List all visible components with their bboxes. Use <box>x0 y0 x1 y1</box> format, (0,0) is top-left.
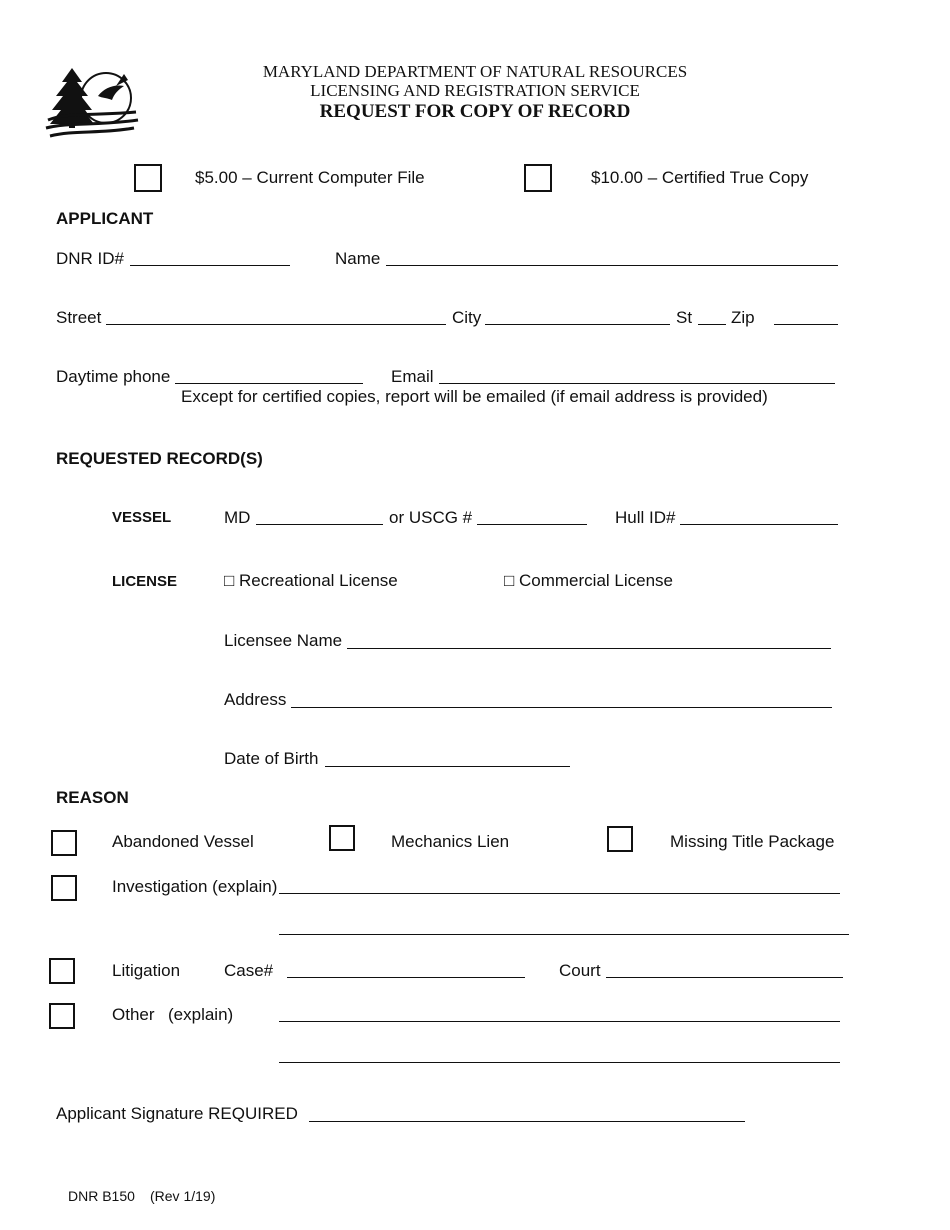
other-explain-label: (explain) <box>168 1005 234 1024</box>
email-label: Email <box>391 367 434 386</box>
mechanics-lien-checkbox[interactable] <box>329 825 355 851</box>
dnr-id-field[interactable] <box>130 265 290 266</box>
investigation-explain-field[interactable] <box>279 893 840 894</box>
hull-id-label: Hull ID# <box>615 508 676 527</box>
missing-title-checkbox[interactable] <box>607 826 633 852</box>
uscg-number-label: or USCG # <box>389 508 473 527</box>
applicant-heading: APPLICANT <box>56 209 154 228</box>
street-field[interactable] <box>106 324 446 325</box>
licensee-name-label: Licensee Name <box>224 631 343 650</box>
license-label: LICENSE <box>112 573 178 590</box>
commercial-license-option[interactable]: □ Commercial License <box>504 571 673 590</box>
investigation-label: Investigation (explain) <box>112 877 278 896</box>
name-label: Name <box>335 249 381 268</box>
requested-records-heading: REQUESTED RECORD(S) <box>56 449 263 468</box>
litigation-checkbox[interactable] <box>49 958 75 984</box>
phone-label: Daytime phone <box>56 367 171 386</box>
investigation-checkbox[interactable] <box>51 875 77 901</box>
case-number-field[interactable] <box>287 977 525 978</box>
zip-field[interactable] <box>774 324 838 325</box>
fee-certified-copy-checkbox[interactable] <box>524 164 552 192</box>
email-field[interactable] <box>439 383 835 384</box>
zip-label: Zip <box>731 308 755 327</box>
court-field[interactable] <box>606 977 843 978</box>
city-field[interactable] <box>485 324 670 325</box>
mechanics-lien-label: Mechanics Lien <box>391 832 510 851</box>
address-label: Address <box>224 690 287 709</box>
recreational-license-option[interactable]: □ Recreational License <box>224 571 398 590</box>
md-number-label: MD <box>224 508 251 527</box>
email-note: Except for certified copies, report will be emailed (if email address is provided) <box>181 387 768 406</box>
other-checkbox[interactable] <box>49 1003 75 1029</box>
dob-label: Date of Birth <box>224 749 319 768</box>
md-number-field[interactable] <box>256 524 383 525</box>
phone-field[interactable] <box>175 383 363 384</box>
licensee-name-field[interactable] <box>347 648 831 649</box>
form-number: DNR B150 <box>68 1188 135 1204</box>
abandoned-vessel-label: Abandoned Vessel <box>112 832 254 851</box>
form-title: REQUEST FOR COPY OF RECORD <box>319 101 631 122</box>
fee-computer-file-checkbox[interactable] <box>134 164 162 192</box>
litigation-label: Litigation <box>112 961 181 980</box>
dnr-logo <box>44 66 140 142</box>
dob-field[interactable] <box>325 766 570 767</box>
hull-id-field[interactable] <box>680 524 838 525</box>
missing-title-label: Missing Title Package <box>670 832 835 851</box>
signature-label: Applicant Signature REQUIRED <box>56 1104 298 1123</box>
street-label: Street <box>56 308 102 327</box>
agency-name: MARYLAND DEPARTMENT OF NATURAL RESOURCES <box>262 62 688 81</box>
other-explain-field[interactable] <box>279 1021 840 1022</box>
state-label: St <box>676 308 693 327</box>
abandoned-vessel-checkbox[interactable] <box>51 830 77 856</box>
form-revision: (Rev 1/19) <box>150 1188 216 1204</box>
name-field[interactable] <box>386 265 838 266</box>
vessel-label: VESSEL <box>112 509 172 526</box>
fee-certified-copy-label: $10.00 – Certified True Copy <box>591 168 809 187</box>
investigation-explain-field-2[interactable] <box>279 934 849 935</box>
court-label: Court <box>559 961 601 980</box>
address-field[interactable] <box>291 707 832 708</box>
uscg-number-field[interactable] <box>477 524 587 525</box>
signature-field[interactable] <box>309 1121 745 1122</box>
service-name: LICENSING AND REGISTRATION SERVICE <box>310 81 640 100</box>
reason-heading: REASON <box>56 788 129 807</box>
city-label: City <box>452 308 482 327</box>
fee-computer-file-label: $5.00 – Current Computer File <box>195 168 425 187</box>
other-label: Other <box>112 1005 155 1024</box>
state-field[interactable] <box>698 324 726 325</box>
other-explain-field-2[interactable] <box>279 1062 840 1063</box>
dnr-id-label: DNR ID# <box>56 249 125 268</box>
case-number-label: Case# <box>224 961 274 980</box>
